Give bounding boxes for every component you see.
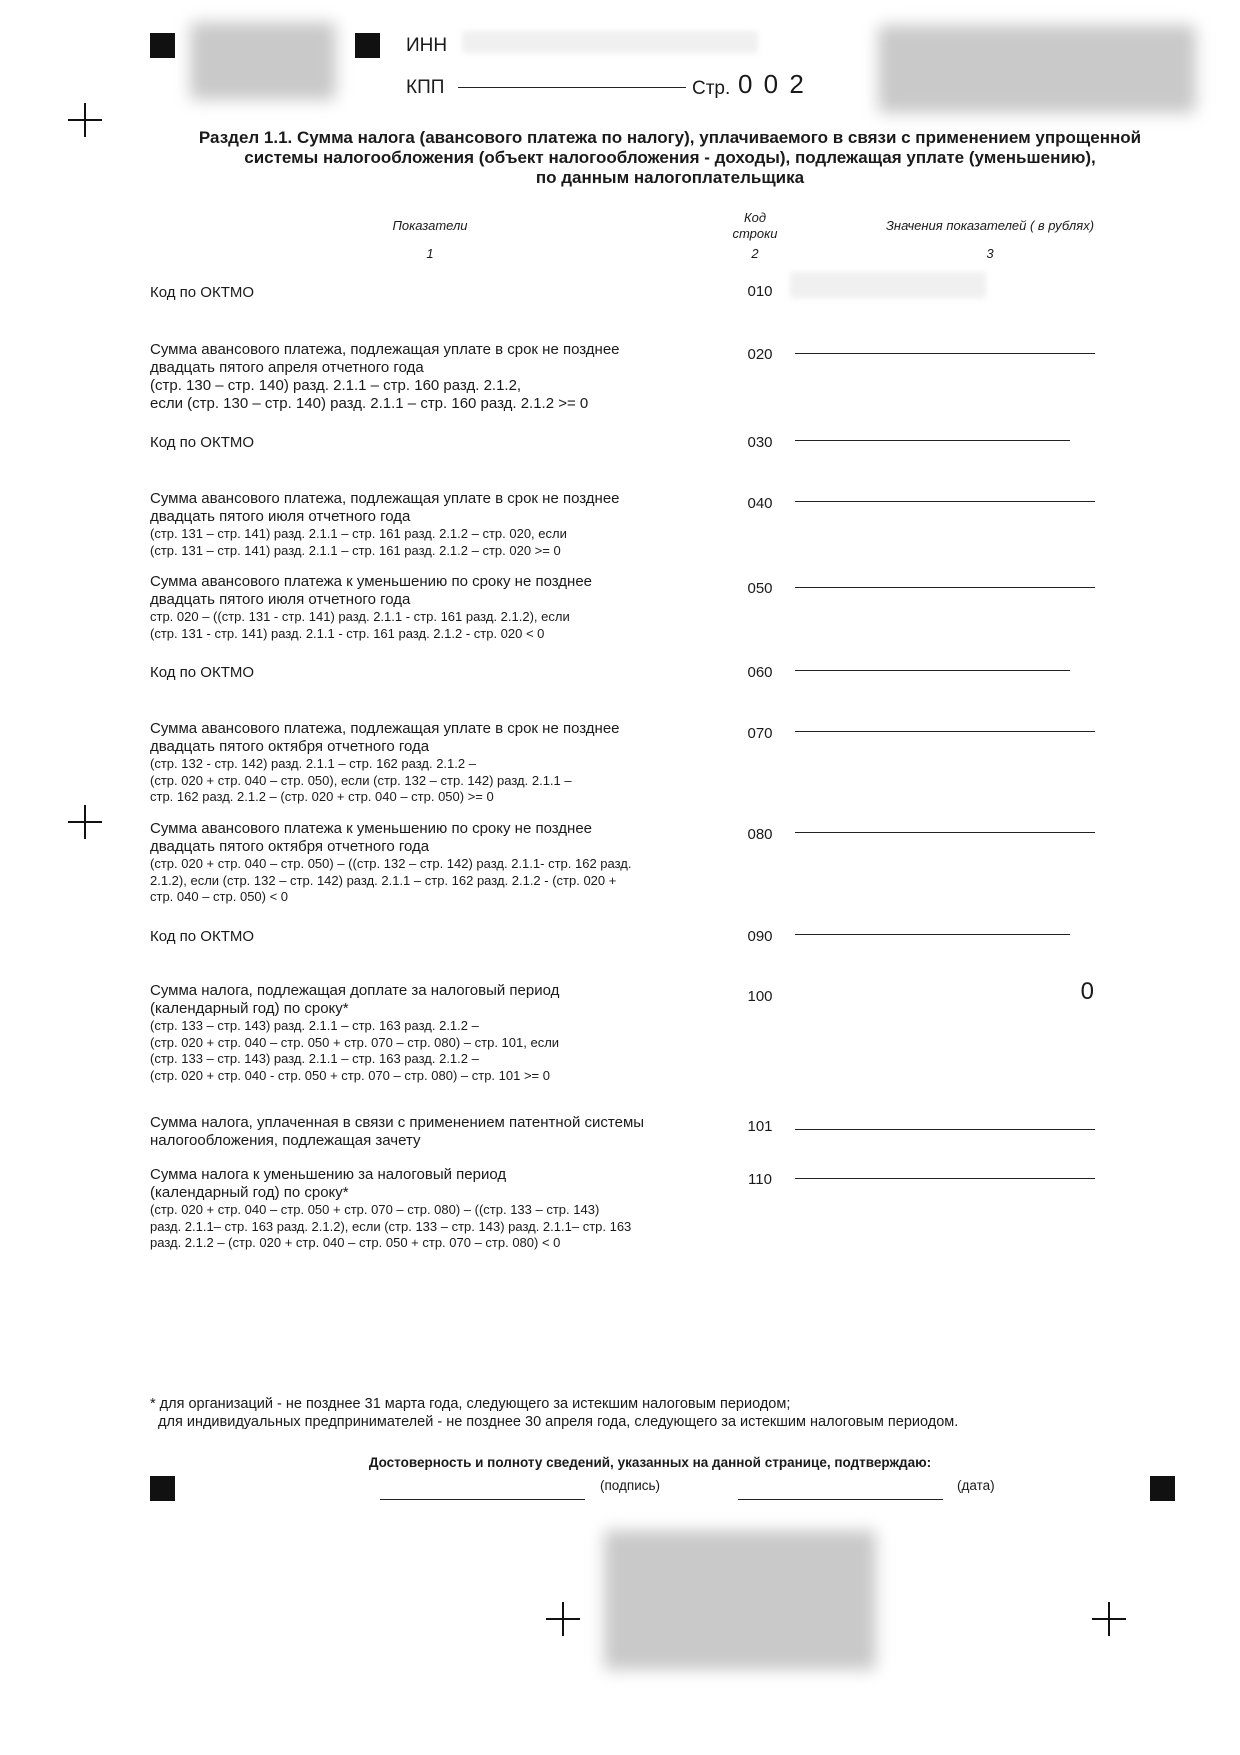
row-100-value[interactable]: 0 [1080,978,1094,1005]
row-090-value-field[interactable] [795,934,1070,935]
col-header-values: Значения показателей ( в рублях) [885,218,1095,233]
indicator-text-line: двадцать пятого июля отчетного года [150,591,411,608]
indicator-text-line: Сумма налога, подлежащая доплате за налоговый период [150,982,560,999]
row-080-value-field[interactable] [795,832,1095,833]
row-050-indicator [150,573,710,642]
col-number-2: 2 [751,246,759,261]
row-code: 090 [747,928,773,945]
crosshair-mark-bottom-center [546,1602,580,1636]
indicator-formula-line: (стр. 131 – стр. 141) разд. 2.1.1 – стр. 161 разд. 2.1.2 – стр. 020, если [150,526,567,541]
row-code: 010 [747,283,773,300]
row-040-value-field[interactable] [795,501,1095,502]
redacted-barcode-top-right [878,25,1196,113]
signature-label: (подпись) [600,1478,661,1493]
row-code: 030 [747,434,773,451]
indicator-formula-line: стр. 020 – ((стр. 131 - стр. 141) разд. 2.1.1 - стр. 161 разд. 2.1.2), если [150,609,570,624]
row-code: 020 [747,346,773,363]
row-code: 101 [747,1118,773,1135]
col-header-indicators: Показатели [392,218,468,233]
section-title [140,128,1200,188]
row-070-indicator [150,720,710,806]
row-060-value-field[interactable] [795,670,1070,671]
indicator-text-line: Сумма налога, уплаченная в связи с применением патентной системы [150,1114,645,1131]
inn-label: ИНН [406,35,448,56]
row-code: 070 [747,725,773,742]
indicator-formula-line: (стр. 133 – стр. 143) разд. 2.1.1 – стр. 163 разд. 2.1.2 – [150,1051,479,1066]
redacted-barcode-top-left [190,22,336,100]
row-040-indicator [150,490,710,559]
indicator-formula-line: (стр. 020 + стр. 040 – стр. 050 + стр. 070 – стр. 080) – стр. 101, если [150,1034,560,1050]
indicator-text-line: двадцать пятого октября отчетного года [150,838,430,855]
indicator-formula-line: 2.1.2), если (стр. 132 – стр. 142) разд. 2.1.1 – стр. 162 разд. 2.1.2 - (стр. 020 + [150,872,617,888]
indicator-text-line: Код по ОКТМО [150,664,255,681]
registration-marker-top-left [150,33,175,58]
page-label: Стр. [692,78,731,99]
indicator-formula-line: (стр. 020 + стр. 040 – стр. 050) – ((стр. 132 – стр. 142) разд. 2.1.1- стр. 162 разд. [150,856,632,871]
indicator-text-line: Сумма авансового платежа, подлежащая уплате в срок не позднее [150,341,620,358]
crosshair-mark-top-left [68,103,102,137]
row-020-value-field[interactable] [795,353,1095,354]
indicator-formula-line: (стр. 133 – стр. 143) разд. 2.1.1 – стр. 163 разд. 2.1.2 – [150,1018,479,1033]
redacted-oktmo-value[interactable] [790,272,986,298]
indicator-text-line: Сумма авансового платежа, подлежащая уплате в срок не позднее [150,490,620,507]
row-110-value-field[interactable] [795,1178,1095,1179]
indicator-formula-line: разд. 2.1.2 – (стр. 020 + стр. 040 – стр. 050 + стр. 070 – стр. 080) < 0 [150,1235,561,1250]
indicator-formula-line: стр. 040 – стр. 050) < 0 [150,889,289,904]
indicator-formula-line: стр. 162 разд. 2.1.2 – (стр. 020 + стр. 040 – стр. 050) >= 0 [150,789,494,804]
indicator-text-line: Сумма авансового платежа к уменьшению по сроку не позднее [150,573,593,590]
row-101-indicator [150,1114,710,1150]
indicator-text-line: (стр. 130 – стр. 140) разд. 2.1.1 – стр. 160 разд. 2.1.2, [150,377,522,394]
registration-marker-top-center [355,33,380,58]
row-101-value-field[interactable] [795,1129,1095,1130]
signature-field[interactable] [380,1499,585,1500]
row-100-indicator [150,982,710,1084]
indicator-text-line: двадцать пятого октября отчетного года [150,738,430,755]
indicator-text-line: Код по ОКТМО [150,928,255,945]
indicator-text-line: двадцать пятого апреля отчетного года [150,359,424,376]
row-code: 110 [748,1171,772,1188]
row-code: 080 [747,826,773,843]
section-title-line-3: по данным налогоплательщика [535,168,805,187]
registration-marker-bottom-right [1150,1476,1175,1501]
indicator-text-line: Код по ОКТМО [150,284,255,301]
confirmation-text: Достоверность и полноту сведений, указанных на данной странице, подтверждаю: [368,1455,932,1470]
row-110-indicator [150,1166,710,1252]
row-090-indicator [150,928,710,946]
indicator-formula-line: (стр. 131 – стр. 141) разд. 2.1.1 – стр. 161 разд. 2.1.2 – стр. 020 >= 0 [150,542,561,558]
col-header-code-line-1: Код [743,210,767,225]
row-020-indicator [150,341,710,413]
row-050-value-field[interactable] [795,587,1095,588]
row-code: 060 [747,664,773,681]
col-number-3: 3 [986,246,994,261]
row-060-indicator [150,664,710,682]
col-header-code [710,210,800,242]
indicator-formula-line: (стр. 020 + стр. 040 - стр. 050 + стр. 070 – стр. 080) – стр. 101 >= 0 [150,1067,550,1083]
date-field[interactable] [738,1499,943,1500]
row-code: 040 [747,495,773,512]
footnote-line-1: * для организаций - не позднее 31 марта года, следующего за истекшим налоговым периодом; [150,1396,791,1412]
section-title-line-2: системы налогообложения (объект налогообложения - доходы), подлежащая уплате (уменьшению), [244,148,1096,167]
footnote-line-2: для индивидуальных предпринимателей - не позднее 30 апреля года, следующего за истекшим налоговым периодом. [150,1414,959,1430]
redacted-barcode-bottom [604,1530,876,1670]
row-code: 050 [747,580,773,597]
kpp-value-line[interactable] [458,87,686,88]
crosshair-mark-middle-left [68,805,102,839]
indicator-formula-line: (стр. 020 + стр. 040 – стр. 050 + стр. 070 – стр. 080) – ((стр. 133 – стр. 143) [150,1202,600,1217]
indicator-formula-line: (стр. 020 + стр. 040 – стр. 050), если (стр. 132 – стр. 142) разд. 2.1.1 – [150,772,572,788]
crosshair-mark-bottom-right [1092,1602,1126,1636]
row-010-indicator [150,284,710,302]
page-number: 0 0 2 [738,69,806,99]
registration-marker-bottom-left [150,1476,175,1501]
indicator-formula-line: разд. 2.1.1– стр. 163 разд. 2.1.2), если (стр. 133 – стр. 143) разд. 2.1.1– стр. 163 [150,1218,632,1234]
indicator-formula-line: (стр. 131 - стр. 141) разд. 2.1.1 - стр. 161 разд. 2.1.2 - стр. 020 < 0 [150,625,545,641]
indicator-text-line: Код по ОКТМО [150,434,255,451]
indicator-text-line: налогообложения, подлежащая зачету [150,1132,421,1149]
indicator-text-line: Сумма авансового платежа, подлежащая уплате в срок не позднее [150,720,620,737]
row-030-value-field[interactable] [795,440,1070,441]
footnote [150,1395,958,1431]
indicator-text-line: Сумма авансового платежа к уменьшению по сроку не позднее [150,820,593,837]
indicator-text-line: двадцать пятого июля отчетного года [150,508,411,525]
row-030-indicator [150,434,710,452]
indicator-text-line: (календарный год) по сроку* [150,1184,349,1201]
indicator-text-line: если (стр. 130 – стр. 140) разд. 2.1.1 – стр. 160 разд. 2.1.2 >= 0 [150,395,589,412]
indicator-text-line: Сумма налога к уменьшению за налоговый период [150,1166,507,1183]
col-header-code-line-2: строки [732,226,778,241]
row-080-indicator [150,820,710,906]
row-070-value-field[interactable] [795,731,1095,732]
redacted-inn-value [462,31,758,53]
date-label: (дата) [957,1478,995,1493]
col-number-1: 1 [426,246,434,261]
indicator-text-line: (календарный год) по сроку* [150,1000,349,1017]
kpp-label: КПП [406,77,445,98]
indicator-formula-line: (стр. 132 - стр. 142) разд. 2.1.1 – стр. 162 разд. 2.1.2 – [150,756,476,771]
row-code: 100 [747,988,773,1005]
section-title-line-1: Раздел 1.1. Сумма налога (авансового платежа по налогу), уплачиваемого в связи с применением упрощенной [198,128,1142,147]
